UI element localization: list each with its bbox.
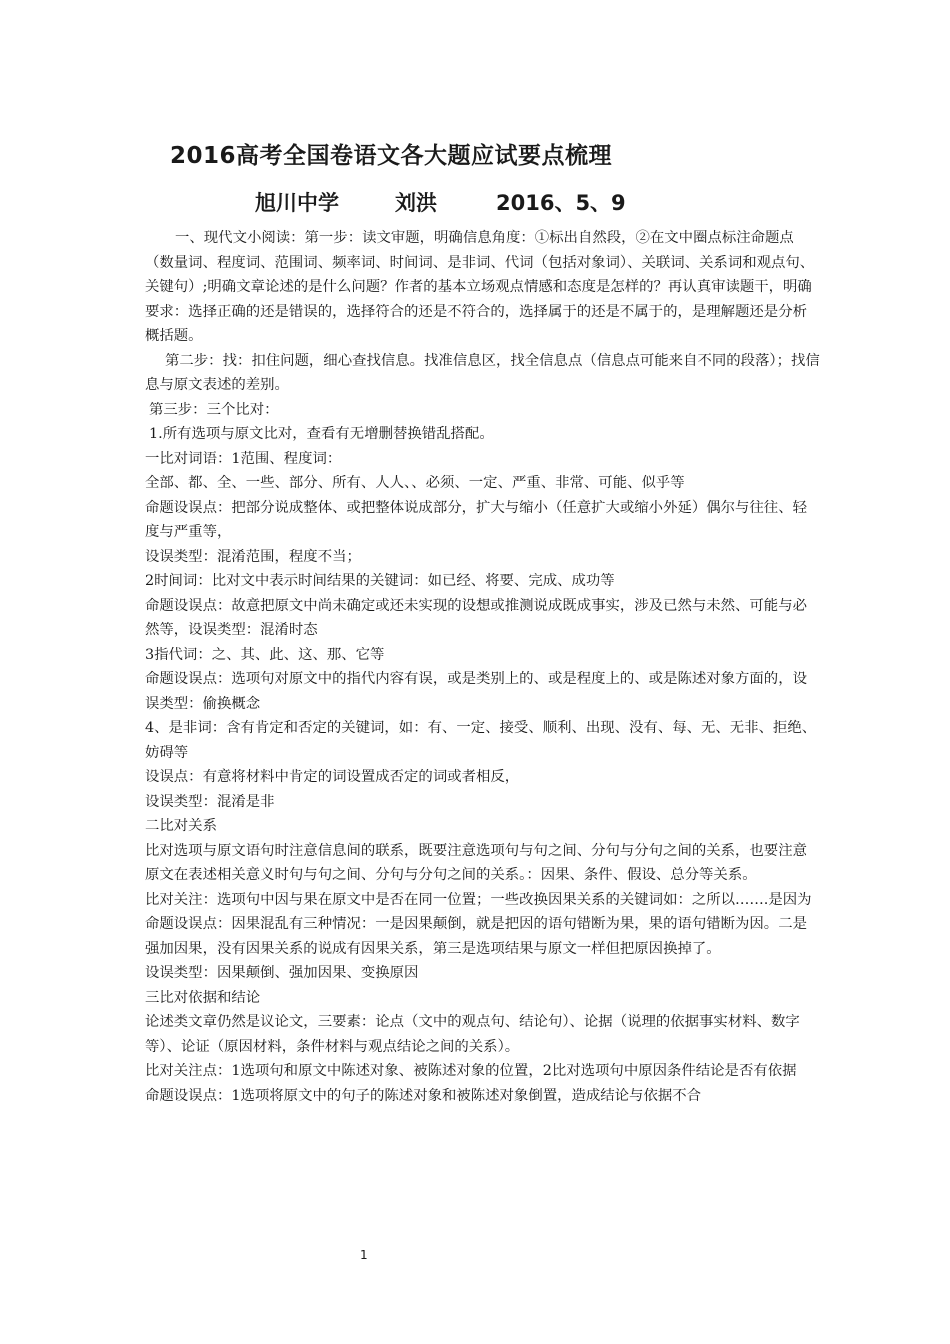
document-date: 2016、5、9 — [496, 191, 626, 215]
paragraph: 命题设误点：选项句对原文中的指代内容有误，或是类别上的、或是程度上的、或是陈述对象方面的，设误类型：偷换概念 — [145, 671, 807, 712]
paragraph: 全部、都、全、一些、部分、所有、人人、、必须、一定、严重、非常、可能、似乎等 — [145, 475, 685, 491]
author-name: 刘洪 — [395, 191, 437, 215]
document-body — [145, 226, 820, 1108]
page-number: 1 — [360, 1248, 368, 1262]
paragraph: 二比对关系 — [145, 818, 217, 834]
paragraph: 一比对词语：1范围、程度词： — [145, 450, 342, 467]
paragraph: 3指代词：之、其、此、这、那、它等 — [145, 646, 385, 663]
paragraph: 论述类文章仍然是议论文，三要素：论点（文中的观点句、结论句）、论据（说理的依据事实材料、数字等）、论证（原因材料，条件材料与观点结论之间的关系）。 — [145, 1014, 800, 1055]
paragraph: 命题设误点：把部分说成整体、或把整体说成部分，扩大与缩小（任意扩大或缩小外延）偶尔与往往、轻度与严重等， — [145, 499, 807, 540]
document-title: 2016高考全国卷语文各大题应试要点梳理 — [170, 143, 613, 169]
paragraph: 命题设误点：因果混乱有三种情况：一是因果颠倒，就是把因的语句错断为果，果的语句错断为因。二是强加因果，没有因果关系的说成有因果关系，第三是选项结果与原文一样但把原因换掉了。 — [145, 916, 807, 957]
paragraph: 1.所有选项与原文比对，查看有无增删替换错乱搭配。 — [149, 426, 494, 442]
paragraph: 设误类型：混淆是非 — [145, 793, 275, 810]
paragraph: 比对关注点：1选项句和原文中陈述对象、被陈述对象的位置，2比对选项句中原因条件结论是否有依据 — [145, 1063, 797, 1079]
paragraph: 第三步：三个比对： — [149, 401, 279, 418]
paragraph: 比对关注：选项句中因与果在原文中是否在同一位置；一些改换因果关系的关键词如：之所以…….是因为 — [145, 891, 812, 908]
paragraph: 第二步：找：扣住问题，细心查找信息。找准信息区，找全信息点（信息点可能来自不同的段落）；找信息与原文表述的差别。 — [145, 352, 820, 393]
paragraph: 2时间词：比对文中表示时间结果的关键词：如已经、将要、完成、成功等 — [145, 573, 615, 589]
paragraph: 比对选项与原文语句时注意信息间的联系，既要注意选项句与句之间、分句与分句之间的关系，也要注意原文在表述相关意义时句与句之间、分句与分句之间的关系。：因果、条件、假设、总分等关系。 — [145, 842, 807, 883]
paragraph: 一、现代文小阅读：第一步：读文审题，明确信息角度：①标出自然段，②在文中圈点标注命题点（数量词、程度词、范围词、频率词、时间词、是非词、代词（包括对象词）、关联词、关系词和观点句、关键句）;明确文章论述的是什么问题？作者的基本立场观点情感和态度是怎样的？再认真审读题干，明确要求：选择正确的还是错误的，选择符合的还是不符合的，选择属于的还是不属于的，是理解题还是分析概括题。 — [145, 230, 815, 344]
paragraph: 设误类型：混淆范围，程度不当； — [145, 548, 361, 565]
paragraph: 命题设误点：1选项将原文中的句子的陈述对象和被陈述对象倒置，造成结论与依据不合 — [145, 1087, 702, 1104]
paragraph: 设误点：有意将材料中肯定的词设置成否定的词或者相反， — [145, 769, 520, 785]
paragraph: 命题设误点：故意把原文中尚未确定或还未实现的设想或推测说成既成事实，涉及已然与未然、可能与必然等，设误类型：混淆时态 — [145, 597, 807, 638]
paragraph: 4、是非词：含有肯定和否定的关键词，如：有、一定、接受、顺利、出现、没有、每、无、无非、拒绝、妨碍等 — [145, 720, 817, 761]
paragraph: 设误类型：因果颠倒、强加因果、变换原因 — [145, 965, 419, 981]
school-name: 旭川中学 — [255, 191, 339, 215]
paragraph: 三比对依据和结论 — [145, 989, 261, 1006]
